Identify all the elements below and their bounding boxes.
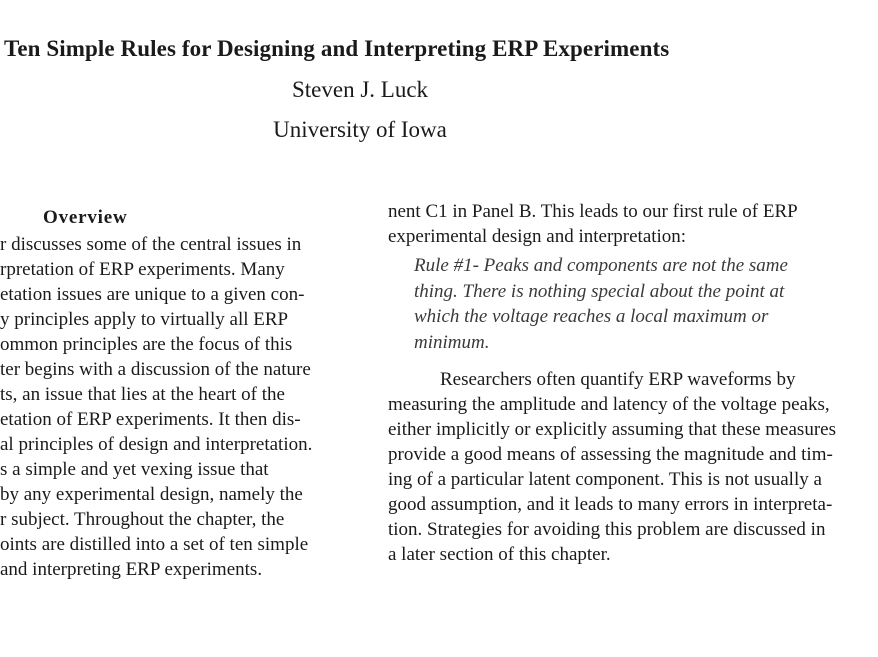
- text-line: nent C1 in Panel B. This leads to our first rule of ERP: [388, 201, 798, 222]
- text-line: measuring the amplitude and latency of the voltage peaks,: [388, 394, 830, 415]
- overview-paragraph: [0, 232, 360, 582]
- paragraph-gap: [388, 355, 878, 367]
- text-line: Researchers often quantify ERP waveforms by: [440, 369, 796, 390]
- text-line: etation of ERP experiments. It then dis-: [0, 409, 301, 430]
- text-line: ts, an issue that lies at the heart of the: [0, 384, 285, 405]
- text-line: good assumption, and it leads to many errors in interpreta-: [388, 494, 833, 515]
- section-heading-overview: Overview: [43, 207, 128, 228]
- rule-1-callout: [414, 253, 878, 355]
- rule-line: which the voltage reaches a local maximum or: [414, 306, 769, 327]
- text-line: r subject. Throughout the chapter, the: [0, 509, 285, 530]
- text-line: tion. Strategies for avoiding this problem are discussed in: [388, 519, 826, 540]
- text-line: r discusses some of the central issues in: [0, 234, 302, 255]
- right-column: [388, 199, 878, 567]
- text-line: rpretation of ERP experiments. Many: [0, 259, 285, 280]
- author-affiliation: University of Iowa: [273, 117, 447, 142]
- text-line: y principles apply to virtually all ERP: [0, 309, 289, 330]
- text-line: etation issues are unique to a given con-: [0, 284, 305, 305]
- text-line: s a simple and yet vexing issue that: [0, 459, 269, 480]
- rule-line: Rule #1- Peaks and components are not the same: [414, 255, 788, 276]
- text-line: and interpreting ERP experiments.: [0, 559, 263, 580]
- text-line: either implicitly or explicitly assuming that these measures: [388, 419, 836, 440]
- rule-line: thing. There is nothing special about the point at: [414, 280, 785, 302]
- text-line: ommon principles are the focus of this: [0, 334, 293, 355]
- text-line: al principles of design and interpretation.: [0, 434, 313, 455]
- text-line: a later section of this chapter.: [388, 544, 611, 565]
- text-line: ter begins with a discussion of the nature: [0, 359, 311, 380]
- text-line: ing of a particular latent component. This is not usually a: [388, 469, 822, 490]
- text-line: experimental design and interpretation:: [388, 226, 687, 247]
- intro-paragraph: [388, 199, 878, 249]
- paper-title: Ten Simple Rules for Designing and Interpreting ERP Experiments: [4, 36, 670, 61]
- left-column: [0, 204, 360, 582]
- author-name: Steven J. Luck: [291, 77, 429, 102]
- body-paragraph: [388, 367, 878, 567]
- text-line: oints are distilled into a set of ten simple: [0, 534, 309, 555]
- text-line: provide a good means of assessing the magnitude and tim-: [388, 444, 833, 465]
- text-line: by any experimental design, namely the: [0, 484, 303, 505]
- rule-line: minimum.: [414, 331, 490, 353]
